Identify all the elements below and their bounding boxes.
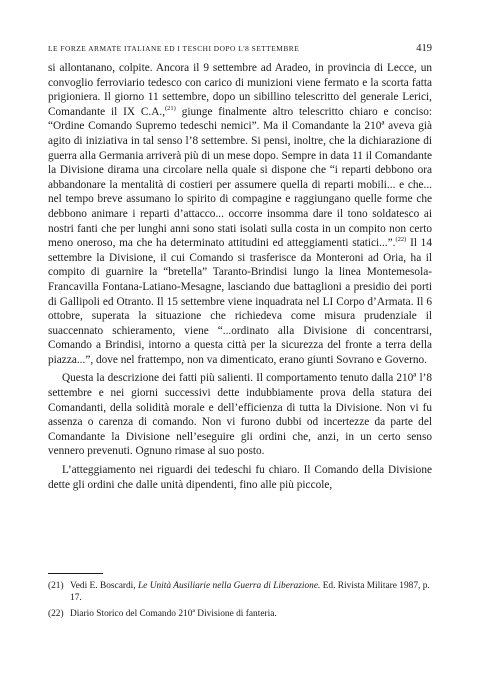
paragraph-1-part-a: si allontanano, colpite. Ancora il 9 settembre ad Aradeo, in provincia di Lecce, un convoglio ferroviario tedesco con carico di munizioni viene fermato e la scorta fatta prigioniera. Il giorno 11 settembre, dopo un sibillino telescritto del generale Lerici, Comandante il IX C.A., [48, 62, 432, 118]
footnote-text [70, 608, 432, 620]
footnote-text-lead: Diario Storico del Comando 210ª Divisione di fanteria. [70, 608, 277, 619]
running-title: LE FORZE ARMATE ITALIANE ED I TESCHI DOPO L'8 SETTEMBRE [48, 44, 300, 53]
footnotes [48, 580, 432, 623]
page-header [48, 43, 432, 54]
paragraph-3: L’atteggiamento nei riguardi dei tedeschi fu chiaro. Il Comando della Divisione dette gli ordini che dalle unità dipendenti, fino alle più piccole, [48, 464, 432, 491]
footnote-divider [48, 573, 103, 574]
footnote-text-lead: Vedi E. Boscardi, [70, 581, 138, 591]
paragraph-1-part-c: Il 14 settembre la Divisione, il cui Comando si trasferisce da Monteroni ad Oria, ha il compito di guarnire la “bretella” Taranto-Brindisi lungo la linea Montemesola-Francavilla Fontana-Latiano-Mesagne, lasciando due battaglioni a presidio dei porti di Gallipoli ed Otranto. Il 15 settembre viene inquadrata nel LI Corpo d’Armata. Il 6 ottobre, superata la situazione che richiedeva come misura prudenziale il suaccennato schieramento, viene “...ordinato alla Divisione di concentrarsi, Comando a Brindisi, intorno a questa città per la sicurezza del fronte a terra della piazza...”, dove nel frattempo, non va dimenticato, erano giunti Sovrano e Governo. [48, 237, 432, 366]
footnote-22 [48, 608, 432, 620]
footnote-ref-21: (21) [165, 105, 176, 113]
paragraph-1 [48, 61, 432, 367]
body-text [48, 61, 432, 492]
footnote-21 [48, 580, 432, 605]
page-number: 419 [416, 43, 432, 54]
paragraph-1-part-b: giunge finalmente altro telescritto chiaro e conciso: “Ordine Comando Supremo tedeschi nemici”. Ma il Comandante la 210ª aveva già agito di iniziativa in tal senso l’8 settembre. Si pensi, inoltre, che la dichiarazione di guerra alla Germania arriverà più di un mese dopo. Sempre in data 11 il Comandante la Divisione dirama una circolare nella quale si dispone che “i reparti debbono ora abbandonare la mentalità di costieri per assumere quella di reparti mobili... e che... nel tempo breve assumano lo spirito di compagine e raggiungano quelle forme che debbono animare i reparti d’attacco... occorre insomma dare il tono soldatesco ai nostri fanti che per lunghi anni sono stati isolati sulla costa in un compito non certo meno oneroso, ma che ha determinato attitudini ed atteggiamenti statici...”. [48, 105, 432, 250]
footnote-text-tail: Ed. Rivista Militare 1987, p. 17. [70, 581, 430, 604]
footnote-text [70, 580, 432, 605]
footnote-number: (22) [48, 608, 64, 619]
paragraph-2: Questa la descrizione dei fatti più salienti. Il comportamento tenuto dalla 210ª l’8 settembre e nei giorni successivi dette indubbiamente prova della statura dei Comandanti, della solidità morale e dell’efficienza di tutta la Divisione. Non vi fu assenza o carenza di comando. Non vi furono dubbi od incertezze da parte del Comandante la Divisione nell’eseguire gli ordini che, anzi, in un certo senso vennero prevenuti. Ognuno rimase al suo posto. [48, 372, 432, 458]
footnote-title-italic: Le Unità Ausiliarie nella Guerra di Liberazione. [137, 581, 321, 591]
footnote-number: (21) [48, 581, 64, 591]
footnote-ref-22: (22) [395, 236, 407, 244]
